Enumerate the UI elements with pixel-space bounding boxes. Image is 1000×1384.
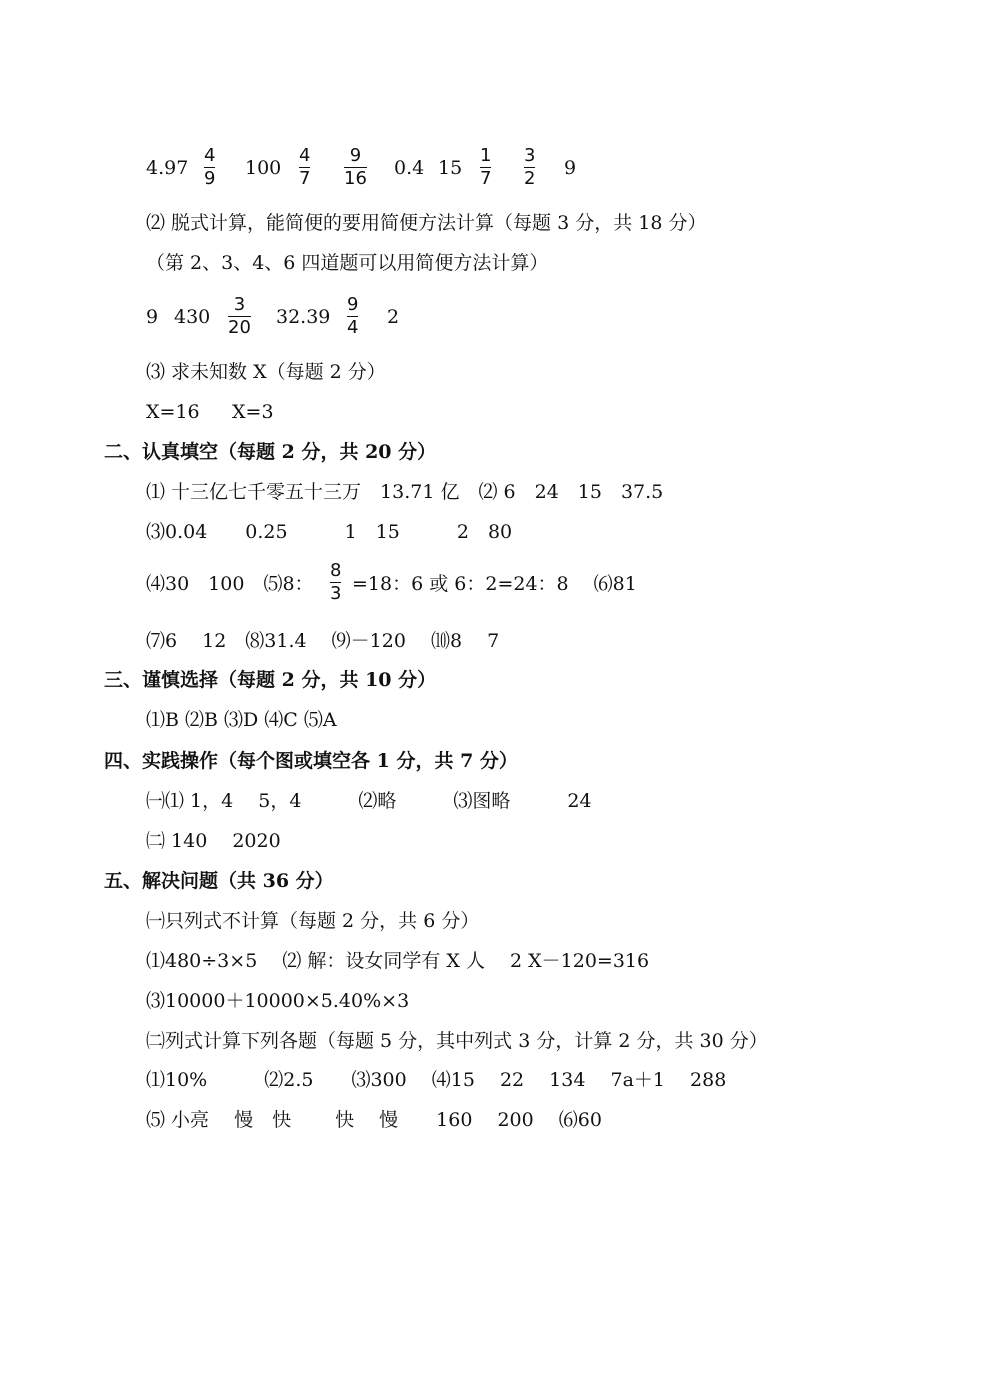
value-9: 9 — [564, 157, 577, 179]
denominator: 7 — [299, 168, 311, 189]
problem-subheading-2: ㈡列式计算下列各题（每题 5 分，其中列式 3 分，计算 2 分，共 30 分） — [146, 1030, 768, 1052]
denominator: 20 — [228, 317, 251, 338]
fill-answer-line-4: ⑺6 12 ⑻31.4 ⑼－120 ⑽8 7 — [146, 630, 500, 652]
section-note-2: ⑵ 脱式计算，能简便的要用简便方法计算（每题 3 分，共 18 分） — [146, 212, 707, 234]
denominator: 9 — [204, 168, 216, 189]
fill-answer-part-b: =18：6 或 6：2=24：8 ⑹81 — [352, 573, 637, 595]
fill-answer-line-1: ⑴ 十三亿七千零五十三万 13.71 亿 ⑵ 6 24 15 37.5 — [146, 481, 664, 503]
fraction-3-2 — [524, 146, 535, 189]
section-heading-5: 五、解决问题（共 36 分） — [104, 870, 334, 892]
denominator: 2 — [524, 168, 536, 189]
value-430: 430 — [174, 306, 211, 328]
fraction-1-7 — [480, 146, 491, 189]
numerator: 9 — [349, 145, 362, 166]
problem-answer-line-4: ⑸ 小亮 慢 快 快 慢 160 200 ⑹60 — [146, 1109, 602, 1131]
practice-answer-1: ㈠⑴ 1，4 5，4 ⑵略 ⑶图略 24 — [146, 790, 592, 812]
value-2: 2 — [387, 306, 400, 328]
denominator: 16 — [344, 168, 367, 189]
section-note-2-sub: （第 2、3、4、6 四道题可以用简便方法计算） — [146, 252, 549, 274]
numerator: 4 — [299, 145, 311, 166]
denominator: 3 — [330, 583, 342, 604]
denominator: 7 — [480, 168, 492, 189]
practice-answer-2: ㈡ 140 2020 — [146, 830, 281, 852]
numerator: 9 — [347, 294, 359, 315]
section-heading-4: 四、实践操作（每个图或填空各 1 分，共 7 分） — [104, 750, 518, 772]
fraction-4-7 — [299, 146, 310, 189]
value-32-39: 32.39 — [276, 306, 331, 328]
numerator: 1 — [480, 145, 492, 166]
unknown-x-answer-2: X=3 — [232, 401, 274, 423]
section-heading-3: 三、谨慎选择（每题 2 分，共 10 分） — [104, 669, 437, 691]
fraction-8-3 — [330, 561, 341, 604]
value-4-97: 4.97 — [146, 157, 189, 179]
denominator: 4 — [347, 317, 359, 338]
section-heading-2: 二、认真填空（每题 2 分，共 20 分） — [104, 441, 437, 463]
problem-answer-line-2: ⑶10000＋10000×5.40%×3 — [146, 990, 410, 1012]
value-15: 15 — [438, 157, 463, 179]
numerator: 3 — [233, 294, 246, 315]
fraction-3-20 — [228, 295, 251, 338]
numerator: 4 — [204, 145, 216, 166]
problem-answer-line-1: ⑴480÷3×5 ⑵ 解：设女同学有 X 人 2 X－120=316 — [146, 950, 650, 972]
fraction-9-16 — [344, 146, 367, 189]
value-100: 100 — [245, 157, 282, 179]
fill-answer-part-a: ⑷30 100 ⑸8： — [146, 573, 314, 595]
value-0-4: 0.4 — [394, 157, 425, 179]
section-note-3: ⑶ 求未知数 X（每题 2 分） — [146, 361, 386, 383]
problem-subheading-1: ㈠只列式不计算（每题 2 分，共 6 分） — [146, 910, 480, 932]
numerator: 8 — [330, 560, 342, 581]
numerator: 3 — [524, 145, 536, 166]
problem-answer-line-3: ⑴10% ⑵2.5 ⑶300 ⑷15 22 134 7a＋1 288 — [146, 1069, 727, 1091]
fraction-4-9 — [204, 146, 215, 189]
unknown-x-answer-1: X=16 — [146, 401, 200, 423]
value-9: 9 — [146, 306, 159, 328]
fill-answer-line-2: ⑶0.04 0.25 1 15 2 80 — [146, 521, 513, 543]
choice-answers: ⑴B ⑵B ⑶D ⑷C ⑸A — [146, 709, 337, 731]
fraction-9-4 — [347, 295, 358, 338]
